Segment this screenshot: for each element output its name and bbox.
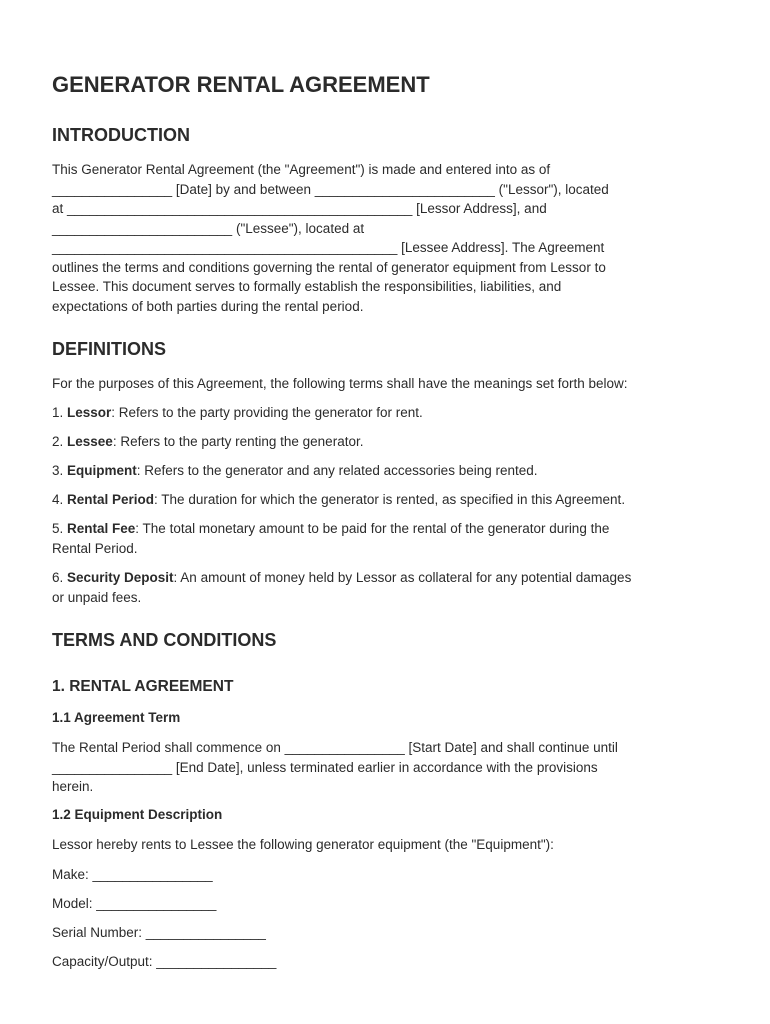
equipment-intro: Lessor hereby rents to Lessee the following generator equipment (the "Equipment"): [52, 837, 554, 852]
introduction-line: ________________ [Date] by and between ________________________ ("Lessor"), located [52, 181, 609, 197]
definition-item: 5. Rental Fee: The total monetary amount to be paid for the rental of the generator during the Rental Period. [52, 521, 610, 556]
definitions-intro: For the purposes of this Agreement, the following terms shall have the meanings set forth below: [52, 376, 628, 391]
equipment-description-heading: 1.2 Equipment Description [52, 807, 223, 822]
introduction-line: This Generator Rental Agreement (the "Agreement") is made and entered into as of [52, 162, 551, 177]
definition-term: Rental Period [67, 492, 155, 507]
introduction-line: expectations of both parties during the rental period. [52, 298, 364, 314]
definition-item: 2. Lessee: Refers to the party renting the generator. [52, 434, 364, 449]
definition-term: Rental Fee [67, 521, 136, 536]
definition-term: Lessor [67, 405, 112, 420]
introduction-paragraph [52, 160, 609, 316]
field-model: Model: ________________ [52, 896, 217, 911]
agreement-term-heading: 1.1 Agreement Term [52, 710, 181, 725]
definition-term: Lessee [67, 434, 113, 449]
introduction-line: outlines the terms and conditions governing the rental of generator equipment from Lessor to [52, 259, 606, 275]
definition-item: 3. Equipment: Refers to the generator and any related accessories being rented. [52, 463, 538, 478]
definition-term: Security Deposit [67, 570, 174, 585]
definitions-heading: DEFINITIONS [52, 339, 167, 359]
definition-item: 6. Security Deposit: An amount of money held by Lessor as collateral for any potential damages or unpaid fees. [52, 570, 632, 605]
introduction-line: Lessee. This document serves to formally establish the responsibilities, liabilities, and [52, 279, 562, 294]
field-serial-number: Serial Number: ________________ [52, 925, 266, 940]
agreement-term-paragraph: The Rental Period shall commence on ________________ [Start Date] and shall continue until ________________ [End Date], unless terminated earlier in accordance with the provisions herein. [52, 740, 618, 794]
introduction-heading: INTRODUCTION [52, 125, 190, 145]
terms-heading: TERMS AND CONDITIONS [52, 630, 277, 650]
introduction-line: ________________________ ("Lessee"), located at [52, 220, 365, 236]
rental-agreement-heading: 1. RENTAL AGREEMENT [52, 678, 234, 695]
definition-item: 4. Rental Period: The duration for which the generator is rented, as specified in this Agreement. [52, 492, 626, 507]
introduction-line: at ______________________________________________ [Lessor Address], and [52, 201, 547, 216]
definition-item: 1. Lessor: Refers to the party providing the generator for rent. [52, 405, 423, 420]
document-title: GENERATOR RENTAL AGREEMENT [52, 72, 430, 97]
field-capacity-output: Capacity/Output: ________________ [52, 954, 277, 969]
definition-term: Equipment [67, 463, 137, 478]
field-make: Make: ________________ [52, 867, 213, 882]
introduction-line: ______________________________________________ [Lessee Address]. The Agreement [52, 240, 605, 255]
